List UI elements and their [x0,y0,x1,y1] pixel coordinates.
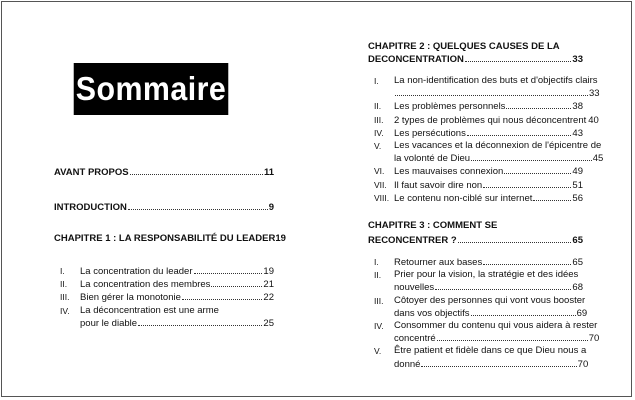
toc-sub-entry-line [394,152,603,165]
roman-numeral: I. [374,76,379,86]
chapter-3-heading [368,219,583,247]
toc-sub-entry-body [80,278,274,291]
roman-numeral: II. [374,270,382,281]
roman-numeral: I. [374,257,379,268]
toc-sub-entry [54,305,274,330]
dot-leader [483,256,571,265]
toc-sub-entry-line [394,87,600,100]
toc-sub-entry-text: la volonté de Dieu [394,153,471,165]
toc-sub-entry-line [394,127,583,140]
dot-leader [467,127,572,136]
dot-leader [182,291,263,300]
toc-page-number: 45 [592,153,604,165]
toc-sub-entry-line [394,358,588,371]
dot-leader [211,278,262,287]
toc-sub-entry-line [80,265,274,278]
dot-leader [220,305,273,313]
right-column [368,40,604,371]
toc-page-number: 65 [572,235,583,247]
dot-leader [533,192,571,201]
roman-numeral: VII. [374,179,387,190]
toc-page-number: 38 [572,101,583,113]
toc-page-number: 11 [263,167,274,178]
dot-leader [465,53,572,62]
toc-sub-entry-body [394,127,583,140]
toc-sub-entry-line [394,165,583,178]
toc-sub-entry-line [394,332,599,345]
toc-sub-entry-line [394,281,583,294]
chapter-heading-line: CHAPITRE 2 : QUELQUES CAUSES DE LA [368,41,560,52]
toc-page-number: 19 [263,266,274,277]
toc-sub-entry [368,114,599,127]
chapter-2-heading [368,40,583,66]
toc-sub-entry-body [394,192,583,205]
toc-sub-entry-text: La concentration du leader [80,266,193,277]
toc-sub-entry-body [394,114,599,127]
toc-page-number: 65 [572,257,583,269]
roman-numeral: II. [60,279,68,290]
roman-numeral: III. [374,114,384,125]
toc-sub-entry-line [394,256,583,269]
toc-sub-entry [368,75,600,100]
toc-sub-entry-text: pour le diable [80,317,138,329]
toc-sub-entry-text: dans vos objectifs [394,307,470,319]
toc-sub-entry [368,192,583,205]
toc-sub-entry-text: 2 types de problèmes qui nous déconcentrent [394,114,587,126]
roman-numeral: IV. [374,321,384,332]
toc-sub-entry-body [80,305,274,330]
toc-page-number: 70 [577,358,589,370]
roman-numeral: VI. [374,166,385,177]
toc-sub-entry-body [394,345,588,370]
dot-leader [130,166,263,175]
roman-numeral: I. [60,266,65,276]
toc-sub-entry-body [394,179,583,192]
chapter-2-items [368,75,604,205]
toc-page-number: 51 [572,179,583,191]
toc-sub-entry-body [80,265,274,278]
toc-sub-entry-line [80,278,274,291]
toc-entry-label: INTRODUCTION [54,202,127,213]
toc-sub-entry-body [394,75,600,100]
chapter-heading-text: DECONCENTRATION [368,54,464,65]
toc-sub-entry [368,320,600,345]
toc-page-number: 21 [263,279,274,291]
toc-sub-entry-line [394,75,600,87]
toc-entry-label: AVANT PROPOS [54,167,129,178]
toc-sub-entry-body [394,256,583,269]
toc-sub-entry-line [394,192,583,205]
toc-sub-entry-line [394,345,588,357]
toc-sub-entry-line [394,140,603,152]
toc-page-number: 22 [263,292,274,304]
toc-sub-entry-body [394,140,603,165]
toc-page-number: 56 [572,192,583,204]
toc-sub-entry-text: Bien gérer la monotonie [80,292,181,304]
toc-sub-entry-text: Consommer du contenu qui vous aidera à rester [394,320,598,332]
toc-sub-entry [54,278,274,291]
toc-sub-entry-line [394,295,587,307]
page-title: Sommaire [74,63,229,115]
toc-sub-entry-line [394,100,583,113]
chapter-heading-line: CHAPITRE 3 : COMMENT SE [368,220,498,232]
toc-entry-chapitre-1 [54,233,286,245]
toc-sub-entry-line [394,179,583,192]
dot-leader [483,179,571,188]
roman-numeral: VIII. [374,192,390,203]
toc-sub-entry-body [394,100,583,113]
toc-page-number: 49 [572,166,583,178]
toc-sub-entry [368,140,604,165]
toc-page-number: 40 [588,114,599,126]
roman-numeral: IV. [374,127,384,138]
roman-numeral: V. [374,346,382,357]
chapter-heading-line [368,53,583,66]
left-column [54,166,286,330]
dot-leader [421,358,576,367]
toc-page-number: 68 [572,282,583,294]
toc-sub-entry-body [394,269,583,294]
toc-sub-entry-body [394,320,599,345]
chapter-heading-text: RECONCENTRER ? [368,235,457,247]
dot-leader [471,307,576,316]
toc-page-number: 69 [576,307,588,319]
roman-numeral: V. [374,141,382,152]
toc-sub-entry-text: La concentration des membres [80,279,211,291]
toc-sub-entry-text: Retourner aux bases [394,257,483,269]
roman-numeral: IV. [60,305,70,316]
toc-page-number: 9 [268,202,274,213]
toc-page-number: 43 [572,127,583,139]
dot-leader [437,332,588,341]
dot-leader [506,100,571,109]
toc-sub-entry [368,100,583,113]
dot-leader [471,152,592,161]
toc-sub-entry-text: donné [394,358,421,370]
toc-sub-entry-line [394,307,587,320]
toc-page-number: 25 [263,317,274,329]
toc-sub-entry-text: Les problèmes personnels [394,101,506,113]
toc-sub-entry-line [80,305,274,317]
toc-sub-entry [54,291,274,304]
dot-leader [395,87,588,96]
toc-sub-entry-text: La non-identification des buts et d'objectifs clairs [394,75,598,86]
roman-numeral: III. [60,292,70,303]
toc-sub-entry [368,127,583,140]
toc-entry-introduction [54,201,274,214]
toc-sub-entry-text: Être patient et fidèle dans ce que Dieu nous a [394,345,587,357]
dot-leader [435,281,571,290]
dot-leader [504,165,571,174]
toc-sub-entry-text: Les vacances et la déconnexion de l'épicentre de [394,140,602,152]
toc-sub-entry-text: Prier pour la vision, la stratégie et des idées [394,269,579,281]
toc-sub-entry-body [394,165,583,178]
toc-sub-entry-line [394,114,599,127]
dot-leader [194,265,263,274]
toc-page-number: 33 [588,88,600,100]
chapter-3-items [368,256,600,371]
toc-sub-entry-text: Les persécutions [394,127,466,139]
toc-sub-entry-text: Le contenu non-ciblé sur internet [394,192,533,204]
toc-sub-entry-text: La déconcentration est une arme [80,304,219,316]
toc-page-number: 33 [572,54,583,65]
chapter-heading-line [368,234,583,247]
dot-leader [138,317,262,326]
toc-sub-entry-body [80,291,274,304]
dot-leader [458,234,572,243]
toc-sub-entry [368,294,588,320]
toc-sub-entry-text: Côtoyer des personnes qui vont vous booster [394,294,586,306]
toc-sub-entry-line [394,320,599,332]
dot-leader [128,201,268,210]
toc-page-number: 19 [275,233,286,244]
chapter-1-items [54,265,274,330]
toc-sub-entry-line [394,269,583,281]
toc-sub-entry-text: concentré [394,333,436,345]
chapter-heading: CHAPITRE 1 : LA RESPONSABILITÉ DU LEADER [54,233,276,244]
toc-sub-entry-text: Les mauvaises connexion [394,166,504,178]
roman-numeral: II. [374,101,382,112]
dot-leader [579,269,582,277]
toc-sub-entry-text: Il faut savoir dire non [394,179,483,191]
roman-numeral: III. [374,295,384,306]
toc-entry-avant-propos [54,166,274,179]
toc-sub-entry-line [80,291,274,304]
toc-sub-entry [368,345,589,370]
toc-sub-entry-body [394,295,587,320]
toc-sub-entry [368,179,583,192]
toc-sub-entry-line [80,317,274,330]
toc-sub-entry [368,165,583,178]
toc-sub-entry [368,256,583,269]
toc-sub-entry [368,269,583,294]
toc-page-number: 70 [588,333,600,345]
toc-sub-entry [54,265,274,278]
toc-sub-entry-text: nouvelles [394,282,435,294]
